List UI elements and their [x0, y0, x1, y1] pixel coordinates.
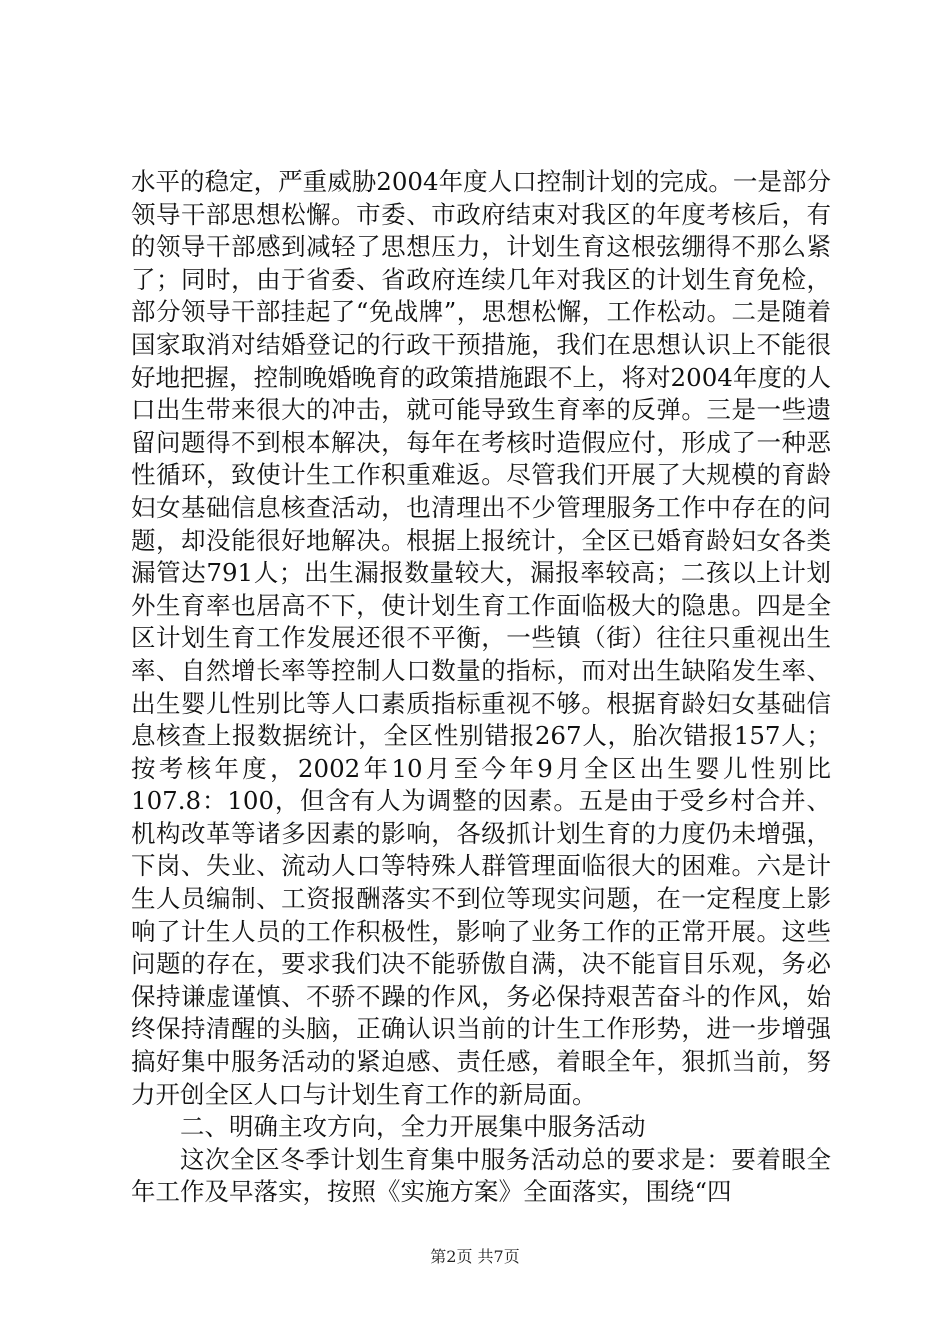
paragraph-problems: 水平的稳定，严重威胁2004年度人口控制计划的完成。一是部分领导干部思想松懈。市委、市政府结束对我区的年度考核后，有的领导干部感到减轻了思想压力，计划生育这根弦绷得不那么紧了；同时，由于省委、省政府连续几年对我区的计划生育免检，部分领导干部挂起了“免战牌”，思想松懈，工作松动。二是随着国家取消对结婚登记的行政干预措施，我们在思想认识上不能很好地把握，控制晚婚晚育的政策措施跟不上，将对2004年度的人口出生带来很大的冲击，就可能导致生育率的反弹。三是一些遗留问题得不到根本解决，每年在考核时造假应付，形成了一种恶性循环，致使计生工作积重难返。尽管我们开展了大规模的育龄妇女基础信息核查活动，也清理出不少管理服务工作中存在的问题，却没能很好地解决。根据上报统计，全区已婚育龄妇女各类漏管达791人；出生漏报数量较大，漏报率较高；二孩以上计划外生育率也居高不下，使计划生育工作面临极大的隐患。四是全区计划生育工作发展还很不平衡，一些镇（街）往往只重视出生率、自然增长率等控制人口数量的指标，而对出生缺陷发生率、出生婴儿性别比等人口素质指标重视不够。根据育龄妇女基础信息核查上报数据统计，全区性别错报267人，胎次错报157人；按考核年度，2002年10月至今年9月全区出生婴儿性别比107.8：100，但含有人为调整的因素。五是由于受乡村合并、机构改革等诸多因素的影响，各级抓计划生育的力度仍未增强，下岗、失业、流动人口等特殊人群管理面临很大的困难。六是计生人员编制、工资报酬落实不到位等现实问题，在一定程度上影响了计生人员的工作积极性，影响了业务工作的正常开展。这些问题的存在，要求我们决不能骄傲自满，决不能盲目乐观，务必保持谦虚谨慎、不骄不躁的作风，务必保持艰苦奋斗的作风，始终保持清醒的头脑，正确认识当前的计生工作形势，进一步增强搞好集中服务活动的紧迫感、责任感，着眼全年，狠抓当前，努力开创全区人口与计划生育工作的新局面。 [131, 167, 831, 1109]
section-heading-2: 二、明确主攻方向，全力开展集中服务活动 [180, 1112, 646, 1142]
paragraph-requirements: 这次全区冬季计划生育集中服务活动总的要求是：要着眼全年工作及早落实，按照《实施方案》全面落实，围绕“四 [131, 1144, 831, 1207]
document-body [131, 166, 831, 1209]
page-footer: 第2页 共7页 [430, 1247, 520, 1266]
